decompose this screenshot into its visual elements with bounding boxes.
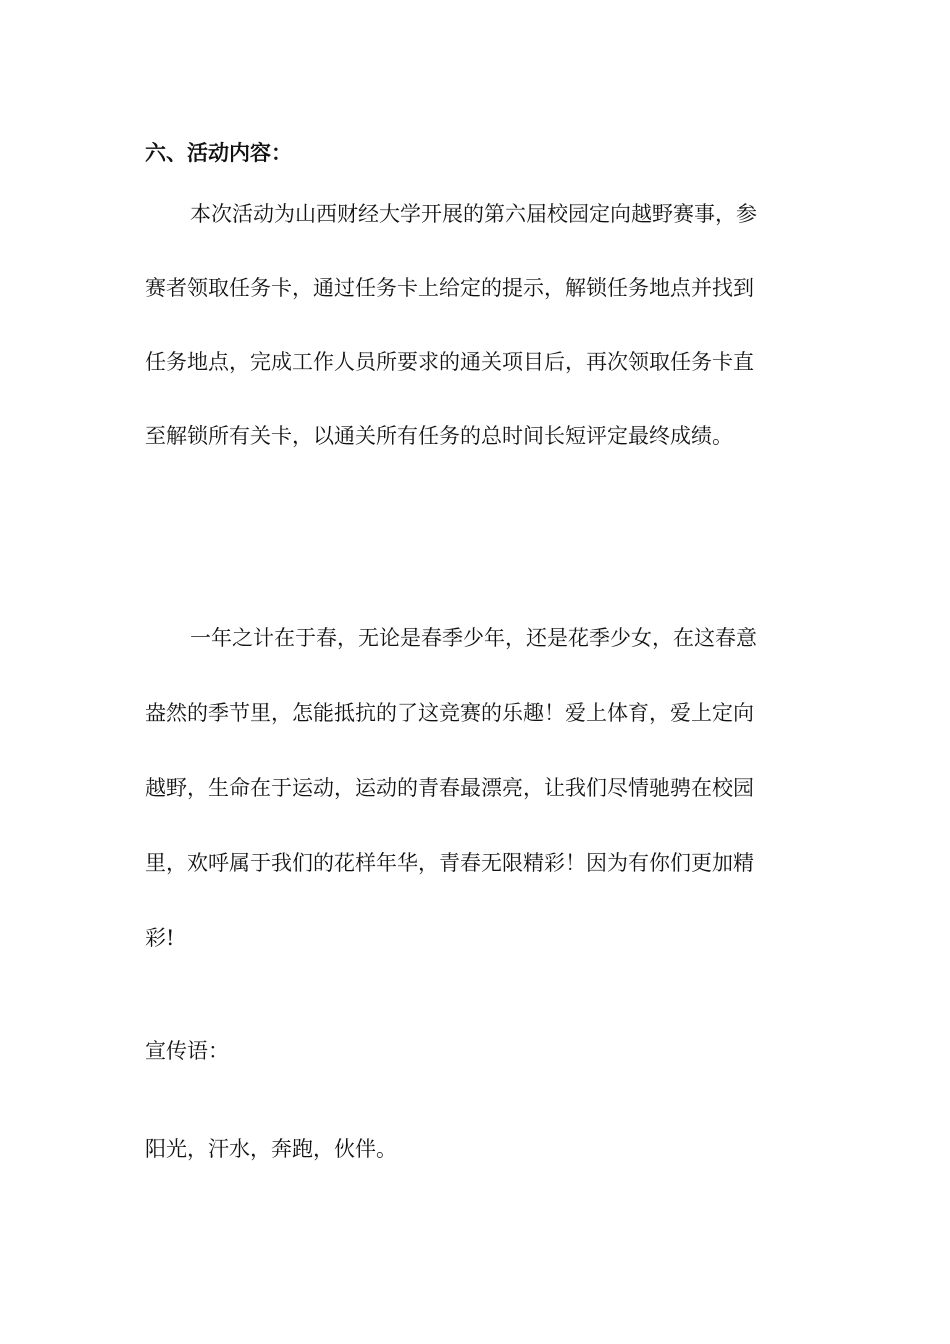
activity-description-paragraph xyxy=(145,199,757,495)
paragraph-line: 本次活动为山西财经大学开展的第六届校园定向越野赛事，参 xyxy=(190,202,757,226)
paragraph-line: 任务地点，完成工作人员所要求的通关项目后，再次领取任务卡直 xyxy=(145,350,754,374)
slogan-label: 宣传语： xyxy=(145,1039,229,1063)
slogan-text: 阳光，汗水，奔跑，伙伴。 xyxy=(145,1137,397,1161)
paragraph-line: 彩! xyxy=(145,926,175,950)
spring-motivation-paragraph xyxy=(145,623,757,998)
paragraph-line: 赛者领取任务卡，通过任务卡上给定的提示，解锁任务地点并找到 xyxy=(145,276,754,300)
paragraph-line: 一年之计在于春，无论是春季少年，还是花季少女，在这春意 xyxy=(190,626,757,650)
section-heading: 六、活动内容： xyxy=(145,140,292,165)
paragraph-line: 盎然的季节里，怎能抵抗的了这竞赛的乐趣！爱上体育，爱上定向 xyxy=(145,701,754,725)
paragraph-line: 越野，生命在于运动，运动的青春最漂亮，让我们尽情驰骋在校园 xyxy=(145,776,754,800)
paragraph-line: 至解锁所有关卡，以通关所有任务的总时间长短评定最终成绩。 xyxy=(145,424,733,448)
paragraph-line: 里，欢呼属于我们的花样年华，青春无限精彩！因为有你们更加精 xyxy=(145,851,754,875)
